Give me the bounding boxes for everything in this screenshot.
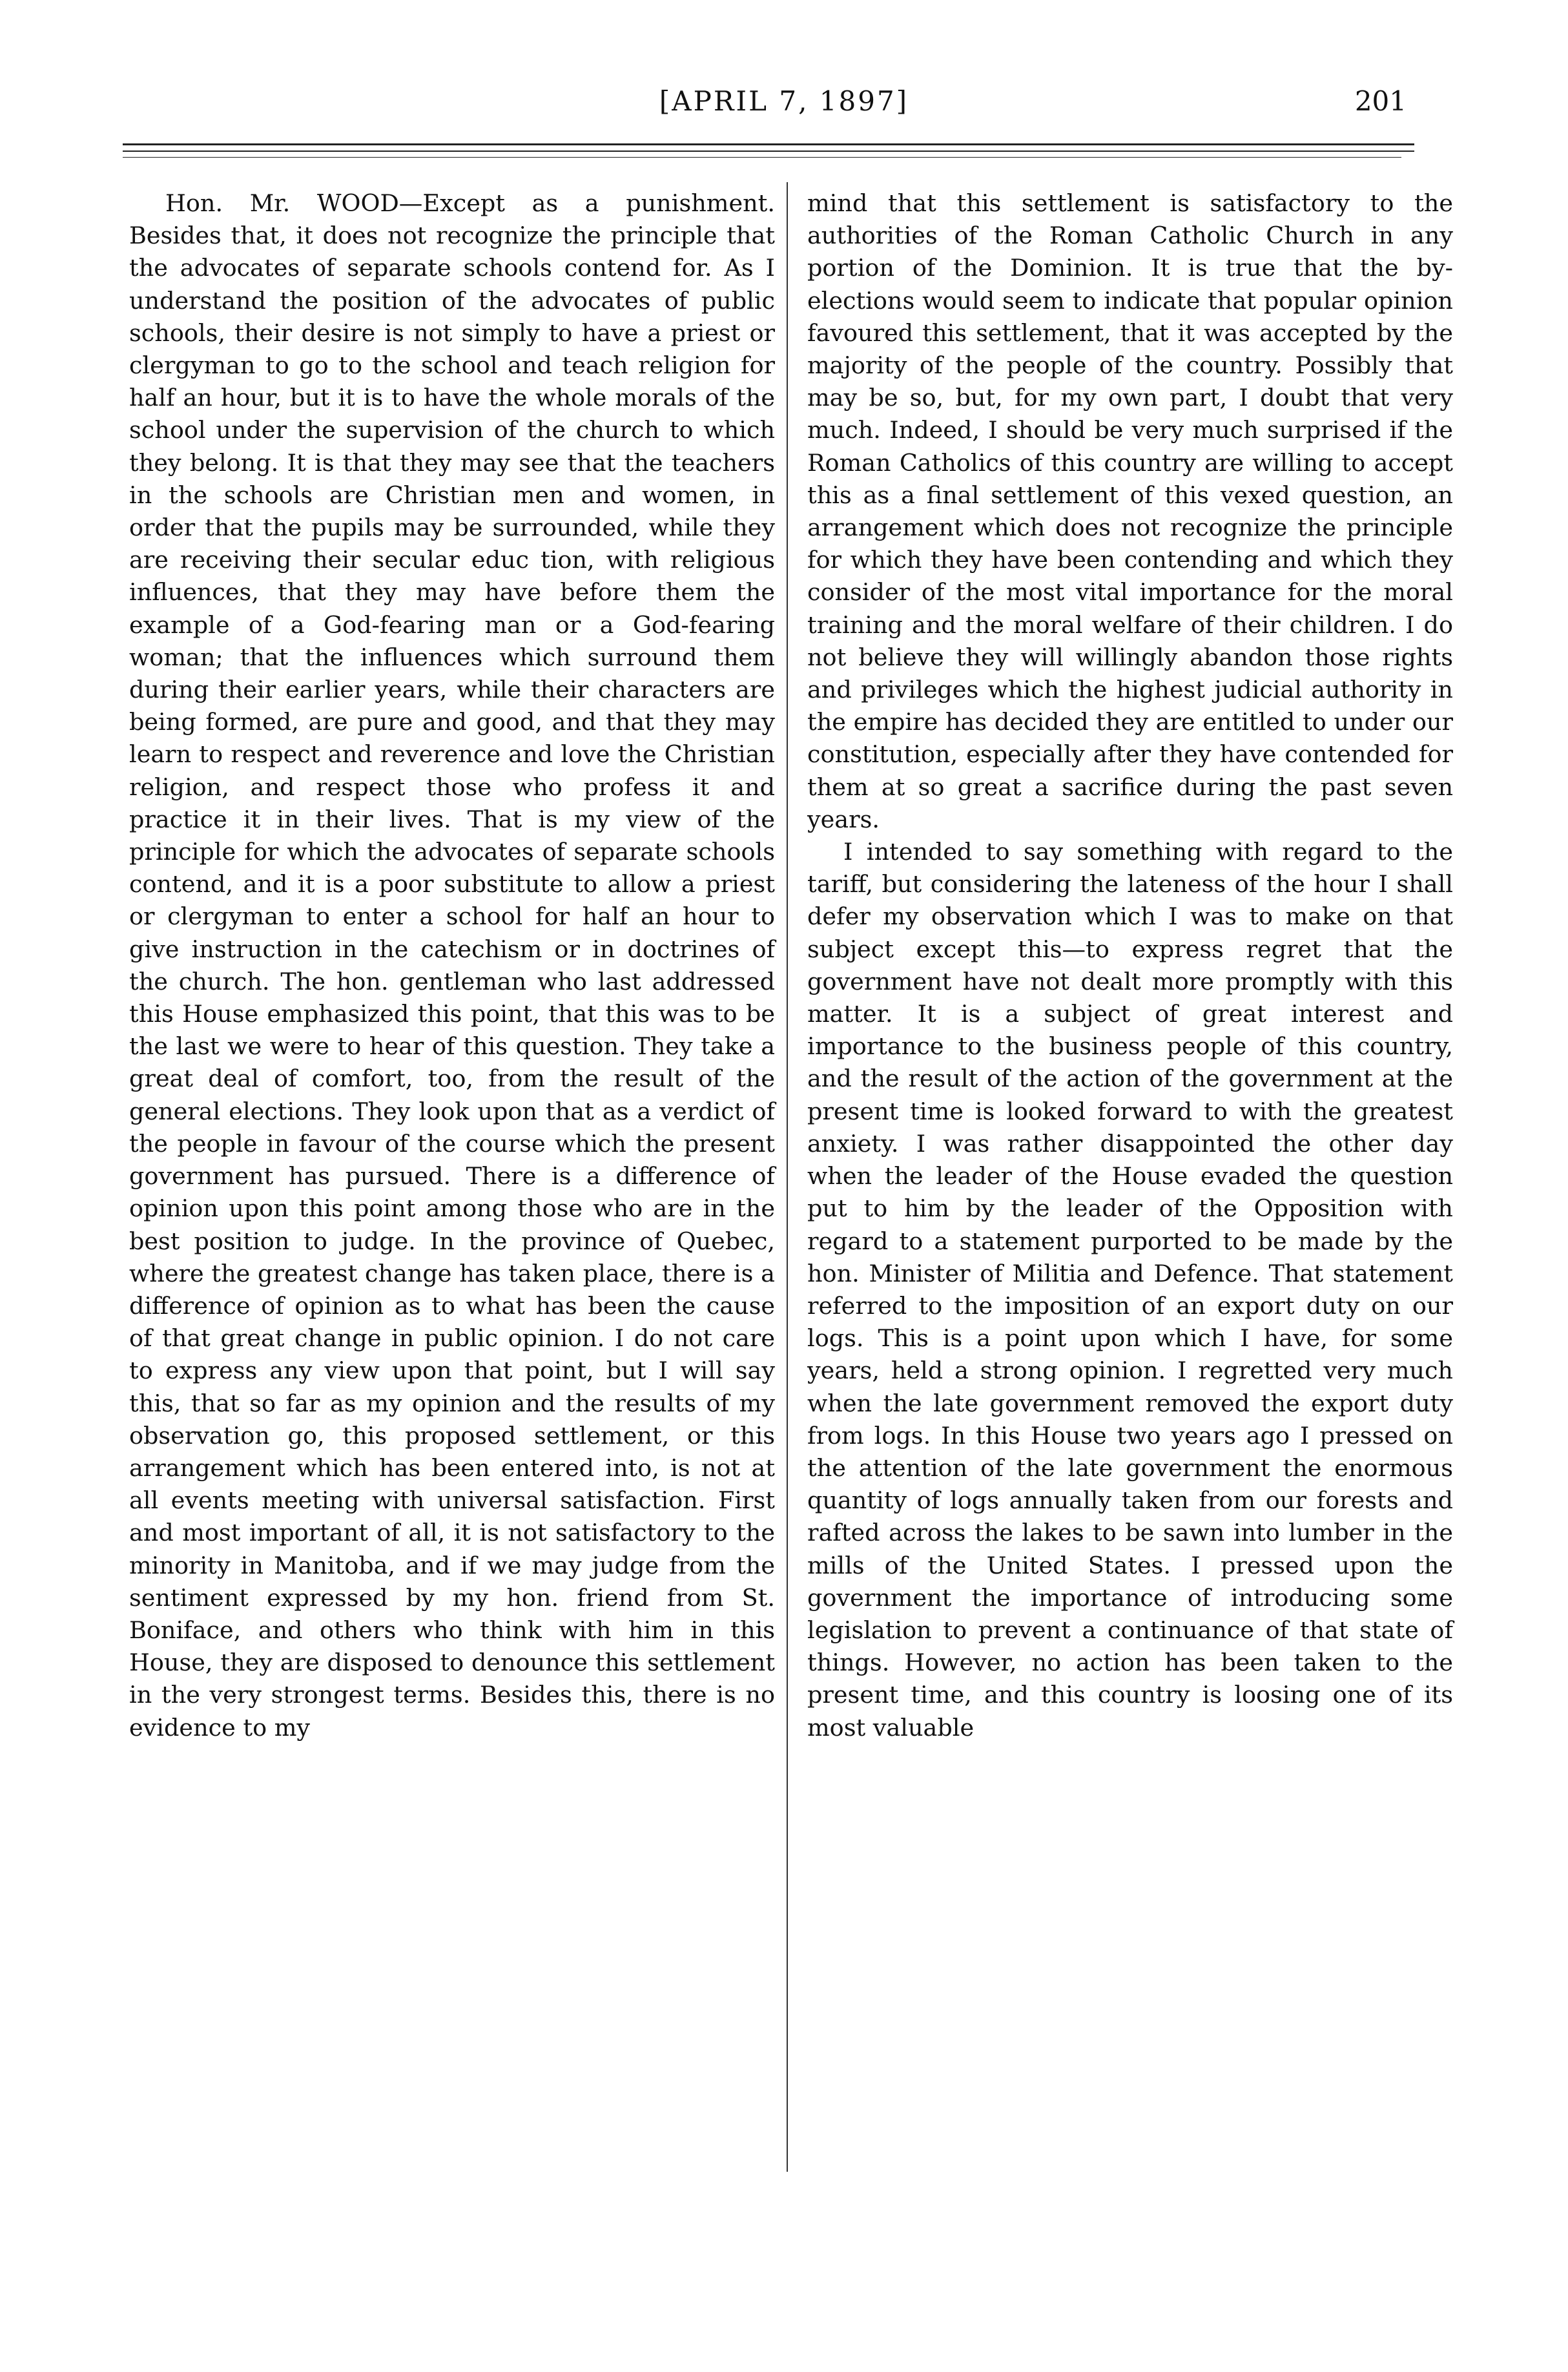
header-rule: [123, 143, 1414, 145]
header-rule-third: [123, 157, 1401, 158]
page-number: 201: [1354, 85, 1407, 117]
left-paragraph-1: Hon. Mr. WOOD—Except as a punishment. Besides that, it does not recognize the principle that the advocates of separate schools contend for. As I understand the position of the advocates of public schools, their desire is not simply to have a priest or clergyman to go to the school and teach religion for half an hour, but it is to have the whole morals of the school under the supervision of the church to which they belong. It is that they may see that the teachers in the schools are Christian men and women, in order that the pupils may be surrounded, while they are receiving their secular educ tion, with religious influences, that they may have before them the example of a God-fearing man or a God-fearing woman; that the influences which surround them during their earlier years, while their characters are being formed, are pure and good, and that they may learn to respect and reverence and love the Christian religion, and respect those who profess it and practice it in their lives. That is my view of the principle for which the advocates of separate schools contend, and it is a poor substitute to allow a priest or clergyman to enter a school for half an hour to give instruction in the catechism or in doctrines of the church. The hon. gentleman who last addressed this House emphasized this point, that this was to be the last we were to hear of this question. They take a great deal of comfort, too, from the result of the general elections. They look upon that as a verdict of the people in favour of the course which the present government has pursued. There is a difference of opinion upon this point among those who are in the best position to judge. In the province of Quebec, where the greatest change has taken place, there is a difference of opinion as to what has been the cause of that great change in public opinion. I do not care to express any view upon that point, but I will say this, that so far as my opinion and the results of my observation go, this proposed settlement, or this arrangement which has been entered into, is not at all events meeting with universal satisfaction. First and most important of all, it is not satisfactory to the minority in Manitoba, and if we may judge from the sentiment expressed by my hon. friend from St. Boniface, and others who think with him in this House, they are disposed to denounce this settlement in the very strongest terms. Besides this, there is no evidence to my: [129, 189, 775, 1742]
right-paragraph-2: I intended to say something with regard to the tariff, but considering the lateness of the hour I shall defer my observation which I was to make on that subject except this—to express regret that the government have not dealt more promptly with this matter. It is a subject of great interest and importance to the business people of this country, and the result of the action of the government at the present time is looked forward to with the greatest anxiety. I was rather disappointed the other day when the leader of the House evaded the question put to him by the leader of the Opposition with regard to a statement purported to be made by the hon. Minister of Militia and Defence. That statement referred to the imposition of an export duty on our logs. This is a point upon which I have, for some years, held a strong opinion. I regretted very much when the late government removed the export duty from logs. In this House two years ago I pressed on the attention of the late government the enormous quantity of logs annually taken from our forests and rafted across the lakes to be sawn into lumber in the mills of the United States. I pressed upon the government the importance of introducing some legislation to prevent a continuance of that state of things. However, no action has been taken to the present time, and this country is loosing one of its most valuable: [807, 838, 1453, 1742]
right-column: [807, 187, 1453, 1744]
header-date: [APRIL 7, 1897]: [659, 85, 909, 117]
left-column: [129, 187, 775, 1744]
right-paragraph-1: mind that this settlement is satisfactory to the authorities of the Roman Catholic Church in any portion of the Dominion. It is true that the by-elections would seem to indicate that popular opinion favoured this settlement, that it was accepted by the majority of the people of the country. Possibly that may be so, but, for my own part, I doubt that very much. Indeed, I should be very much surprised if the Roman Catholics of this country are willing to accept this as a final settlement of this vexed question, an arrangement which does not recognize the principle for which they have been contending and which they consider of the most vital importance for the moral training and the moral welfare of their children. I do not believe they will willingly abandon those rights and privileges which the highest judicial authority in the empire has decided they are entitled to under our constitution, especially after they have contended for them at so great a sacrifice during the past seven years.: [807, 189, 1453, 833]
column-divider: [787, 182, 788, 2172]
page-header: [149, 85, 1419, 130]
header-rule-second: [123, 151, 1414, 152]
